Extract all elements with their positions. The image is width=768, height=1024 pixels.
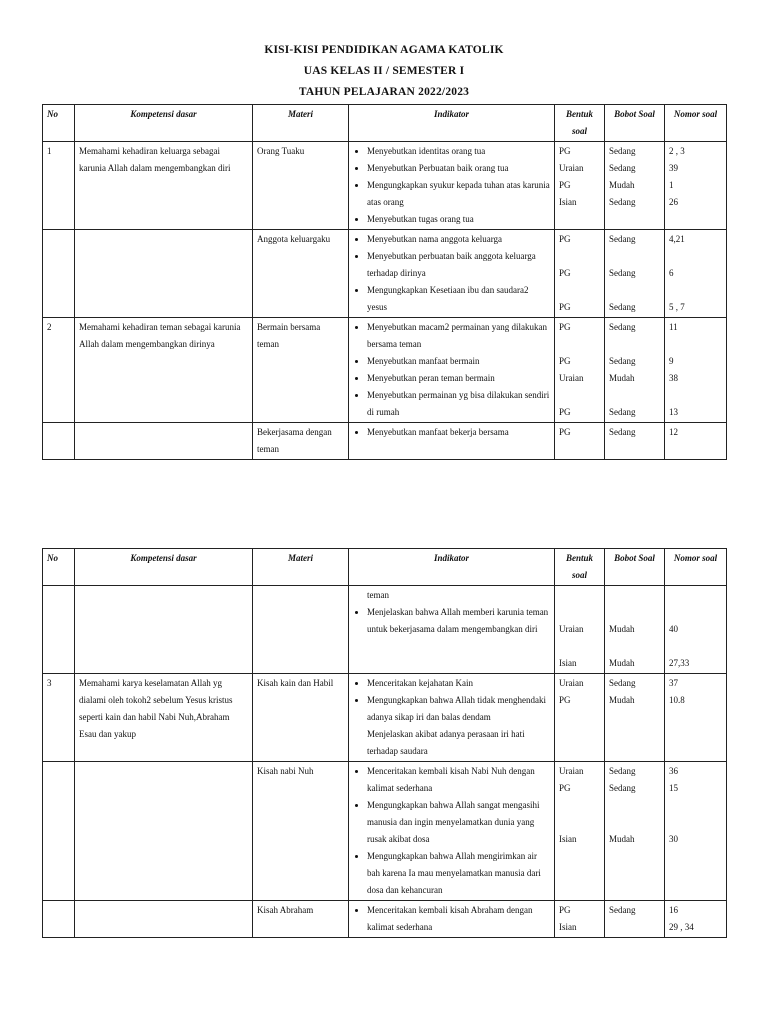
col-header-indikator: Indikator <box>349 549 555 586</box>
bentuk-cell: PG <box>555 423 605 460</box>
kisi-kisi-table-1 <box>42 104 727 460</box>
indikator-item: • Mengungkapkan bahwa Allah sangat mengasihi manusia dan ingin menyelamatkan dunia yang rusak akibat dosa <box>367 797 550 848</box>
col-header-nomor: Nomor soal <box>665 105 727 142</box>
col-header-bobot: Bobot Soal <box>605 549 665 586</box>
indikator-item: • Menjelaskan bahwa Allah memberi karunia teman untuk bekerjasama dalam mengembangkan diri <box>367 604 550 638</box>
table-row <box>43 230 727 318</box>
col-header-no: No <box>43 549 75 586</box>
indikator-cell <box>349 423 555 460</box>
col-header-indikator: Indikator <box>349 105 555 142</box>
indikator-cell <box>349 674 555 762</box>
materi-cell: Orang Tuaku <box>253 142 349 230</box>
nomor-cell: 40 27,33 <box>665 586 727 674</box>
indikator-item: • Mengungkapkan Kesetiaan ibu dan saudara2 yesus <box>367 282 550 316</box>
indikator-continuation: teman <box>367 590 389 600</box>
materi-cell: Anggota keluargaku <box>253 230 349 318</box>
doc-title-line-3: TAHUN PELAJARAN 2022/2023 <box>298 86 470 98</box>
bobot-cell: Mudah Mudah <box>605 586 665 674</box>
indikator-cell <box>349 230 555 318</box>
table-row <box>43 423 727 460</box>
bobot-cell: Sedang Sedang Mudah Sedang <box>605 318 665 423</box>
col-header-bentuk: Bentuk soal <box>555 105 605 142</box>
indikator-item: • Menceritakan kembali kisah Nabi Nuh dengan kalimat sederhana <box>367 763 550 797</box>
indikator-item: • Mengungkapkan syukur kepada tuhan atas karunia atas orang <box>367 177 550 211</box>
bentuk-cell: Uraian PG <box>555 674 605 762</box>
nomor-cell: 37 10.8 <box>665 674 727 762</box>
bentuk-cell: PG PG PG <box>555 230 605 318</box>
table-row <box>43 674 727 762</box>
row-number: 2 <box>43 318 75 423</box>
table-header-row <box>43 549 727 586</box>
kompetensi-cell: Memahami kehadiran keluarga sebagai karunia Allah dalam mengembangkan diri <box>75 142 253 230</box>
table-header-row <box>43 105 727 142</box>
table-row <box>43 901 727 938</box>
nomor-cell: 36 15 30 <box>665 762 727 901</box>
col-header-kompetensi: Kompetensi dasar <box>75 105 253 142</box>
row-number: 1 <box>43 142 75 230</box>
bobot-cell: Sedang Sedang Mudah Sedang <box>605 142 665 230</box>
indikator-item: • Menyebutkan Perbuatan baik orang tua <box>367 160 550 177</box>
col-header-bobot: Bobot Soal <box>605 105 665 142</box>
indikator-item: • Menyebutkan manfaat bekerja bersama <box>367 424 550 441</box>
bentuk-cell: PG Uraian PG Isian <box>555 142 605 230</box>
kisi-kisi-table-2 <box>42 548 727 938</box>
materi-cell: Kisah nabi Nuh <box>253 762 349 901</box>
col-header-kompetensi: Kompetensi dasar <box>75 549 253 586</box>
indikator-item: • Mengungkapkan bahwa Allah mengirimkan air bah karena Ia mau menyelamatkan manusia dari dosa dan kehancuran <box>367 848 550 899</box>
bobot-cell: Sedang Sedang Sedang <box>605 230 665 318</box>
indikator-item: • Menyebutkan identitas orang tua <box>367 143 550 160</box>
materi-cell: Kisah Abraham <box>253 901 349 938</box>
indikator-item: • Menyebutkan nama anggota keluarga <box>367 231 550 248</box>
indikator-cell <box>349 318 555 423</box>
kompetensi-cell: Memahami karya keselamatan Allah yg dialami oleh tokoh2 sebelum Yesus kristus seperti kain dan habil Nabi Nuh,Abraham Esau dan yakup <box>75 674 253 762</box>
col-header-materi: Materi <box>253 549 349 586</box>
indikator-cell <box>349 901 555 938</box>
col-header-nomor: Nomor soal <box>665 549 727 586</box>
bentuk-cell: PG Isian <box>555 901 605 938</box>
row-number: 3 <box>43 674 75 762</box>
materi-cell: Bekerjasama dengan teman <box>253 423 349 460</box>
nomor-cell: 11 9 38 13 <box>665 318 727 423</box>
indikator-cell <box>349 142 555 230</box>
indikator-cell <box>349 586 555 674</box>
bobot-cell: Sedang <box>605 423 665 460</box>
bobot-cell: Sedang Mudah <box>605 674 665 762</box>
bobot-cell: Sedang <box>605 901 665 938</box>
nomor-cell: 2 , 3 39 1 26 <box>665 142 727 230</box>
doc-title-line-1: KISI-KISI PENDIDIKAN AGAMA KATOLIK <box>264 44 504 56</box>
indikator-item: • Mengungkapkan bahwa Allah tidak menghendaki adanya sikap iri dan balas dendam <box>367 692 550 726</box>
materi-cell: Bermain bersama teman <box>253 318 349 423</box>
table-row <box>43 586 727 674</box>
bentuk-cell: Uraian PG Isian <box>555 762 605 901</box>
doc-title-line-2: UAS KELAS II / SEMESTER I <box>303 65 465 77</box>
indikator-item: • Menyebutkan macam2 permainan yang dilakukan bersama teman <box>367 319 550 353</box>
bobot-cell: Sedang Sedang Mudah <box>605 762 665 901</box>
indikator-cell <box>349 762 555 901</box>
indikator-item: • Menyebutkan peran teman bermain <box>367 370 550 387</box>
bentuk-cell: PG PG Uraian PG <box>555 318 605 423</box>
col-header-bentuk: Bentuk soal <box>555 549 605 586</box>
table-row <box>43 318 727 423</box>
indikator-extra: Menjelaskan akibat adanya perasaan iri hati terhadap saudara <box>367 729 525 756</box>
indikator-item: • Menceritakan kembali kisah Abraham dengan kalimat sederhana <box>367 902 550 936</box>
kompetensi-cell: Memahami kehadiran teman sebagai karunia Allah dalam mengembangkan dirinya <box>75 318 253 423</box>
indikator-item: • Menyebutkan permainan yg bisa dilakukan sendiri di rumah <box>367 387 550 421</box>
table-row <box>43 762 727 901</box>
indikator-item: • Menyebutkan perbuatan baik anggota keluarga terhadap dirinya <box>367 248 550 282</box>
indikator-item: • Menyebutkan tugas orang tua <box>367 211 550 228</box>
nomor-cell: 4,21 6 5 , 7 <box>665 230 727 318</box>
table-row <box>43 142 727 230</box>
indikator-item: • Menceritakan kejahatan Kain <box>367 675 550 692</box>
indikator-item: • Menyebutkan manfaat bermain <box>367 353 550 370</box>
col-header-materi: Materi <box>253 105 349 142</box>
nomor-cell: 16 29 , 34 <box>665 901 727 938</box>
nomor-cell: 12 <box>665 423 727 460</box>
bentuk-cell: Uraian Isian <box>555 586 605 674</box>
materi-cell: Kisah kain dan Habil <box>253 674 349 762</box>
col-header-no: No <box>43 105 75 142</box>
